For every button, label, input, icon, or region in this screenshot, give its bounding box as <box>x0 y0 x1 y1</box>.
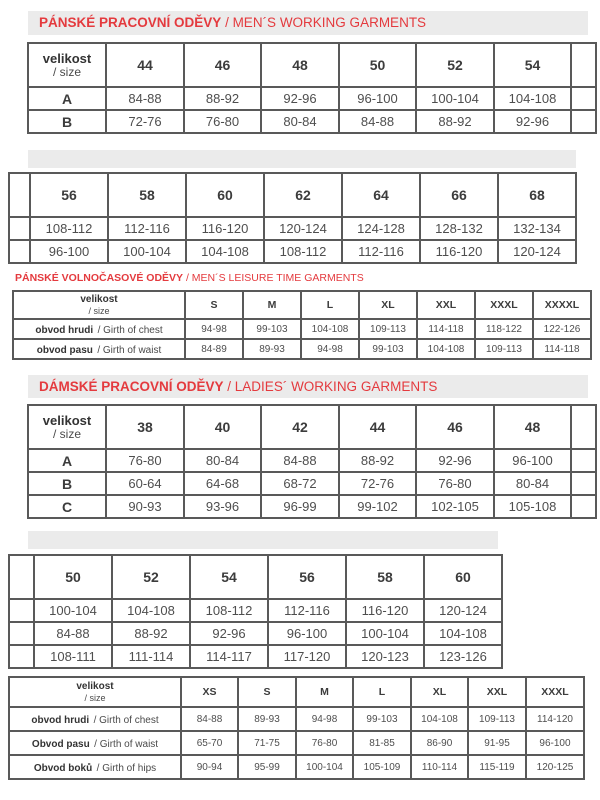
table-row <box>28 472 596 495</box>
table-cell: M <box>296 677 353 707</box>
table-header-row <box>28 43 596 87</box>
table-cell: 65-70 <box>181 731 238 755</box>
row-label <box>9 707 181 731</box>
table-cell: XXL <box>417 291 475 319</box>
size-header-label-en: / size <box>84 693 106 703</box>
table-cell: 109-113 <box>359 319 417 339</box>
table-cell: 104-108 <box>494 87 571 110</box>
size-header-label-cs: velikost <box>42 51 92 66</box>
cropped-column-cell <box>9 240 30 263</box>
size-header-label-en: / size <box>52 65 81 79</box>
table-cell: 76-80 <box>184 110 261 133</box>
table-cell: 86-90 <box>411 731 468 755</box>
table-cell: 44 <box>106 43 184 87</box>
table-cell: XXXXL <box>533 291 591 319</box>
table-cell: 50 <box>34 555 112 599</box>
table-cell: 54 <box>494 43 571 87</box>
table-header-row <box>9 173 576 217</box>
ladies-measurements-table <box>8 676 585 780</box>
cropped-column-cell <box>571 87 596 110</box>
table-cell: 117-120 <box>268 645 346 668</box>
table-cell: 46 <box>416 405 494 449</box>
table-cell: 114-118 <box>533 339 591 359</box>
table-cell: 68-72 <box>261 472 339 495</box>
table-header-row <box>28 405 596 449</box>
table-cell: 100-104 <box>416 87 494 110</box>
table-cell: 72-76 <box>339 472 416 495</box>
row-label-cs: obvod pasu <box>36 345 93 356</box>
table-cell: 76-80 <box>416 472 494 495</box>
row-label: C <box>28 495 106 518</box>
table-cell: 94-98 <box>301 339 359 359</box>
table-cell: 54 <box>190 555 268 599</box>
table-cell: 120-123 <box>346 645 424 668</box>
row-label-cs: Obvod boků <box>33 763 93 774</box>
table-cell: 114-120 <box>526 707 584 731</box>
table-cell: 110-114 <box>411 755 468 779</box>
table-cell: 84-88 <box>181 707 238 731</box>
table-cell: 108-112 <box>264 240 342 263</box>
mens-working-table-sizes-44-54 <box>27 42 597 134</box>
table-cell: 89-93 <box>238 707 296 731</box>
table-cell: 100-104 <box>34 599 112 622</box>
table-cell: 118-122 <box>475 319 533 339</box>
table-row <box>9 599 502 622</box>
table-row <box>28 495 596 518</box>
table-cell: 112-116 <box>268 599 346 622</box>
table-cell: 58 <box>108 173 186 217</box>
table-row <box>28 449 596 472</box>
table-cell: 122-126 <box>533 319 591 339</box>
table-header-row <box>13 291 591 319</box>
table-cell: 128-132 <box>420 217 498 240</box>
table-cell: 105-108 <box>494 495 571 518</box>
table-cell: 96-100 <box>268 622 346 645</box>
table-cell: 124-128 <box>342 217 420 240</box>
table-cell: 109-113 <box>475 339 533 359</box>
table-row <box>28 110 596 133</box>
row-label-cs: Obvod pasu <box>31 739 90 750</box>
cropped-column-cell <box>9 622 34 645</box>
cropped-column-cell <box>9 173 30 217</box>
table-cell: 84-88 <box>34 622 112 645</box>
table-cell: 71-75 <box>238 731 296 755</box>
table-cell: 93-96 <box>184 495 261 518</box>
mens-leisure-table <box>12 290 592 360</box>
table-cell: 80-84 <box>494 472 571 495</box>
table-cell: 72-76 <box>106 110 184 133</box>
table-cell: 80-84 <box>184 449 261 472</box>
table-cell: 88-92 <box>416 110 494 133</box>
mens-working-table-sizes-56-68 <box>8 172 577 264</box>
table-cell: 68 <box>498 173 576 217</box>
table-cell: 48 <box>261 43 339 87</box>
table-cell: 111-114 <box>112 645 190 668</box>
table-cell: 52 <box>112 555 190 599</box>
table-cell: 42 <box>261 405 339 449</box>
table-row <box>13 319 591 339</box>
table-cell: 88-92 <box>184 87 261 110</box>
table-cell: 92-96 <box>494 110 571 133</box>
table-cell: 56 <box>30 173 108 217</box>
table-row <box>9 217 576 240</box>
table-cell: 120-124 <box>264 217 342 240</box>
mens-leisure-title-cs: PÁNSKÉ VOLNOČASOVÉ ODĚVY <box>15 272 184 284</box>
ladies-working-title-en: / LADIES´ WORKING GARMENTS <box>227 379 438 394</box>
table-cell: L <box>301 291 359 319</box>
table-cell: 112-116 <box>342 240 420 263</box>
table-cell: 100-104 <box>108 240 186 263</box>
cropped-column-cell <box>571 449 596 472</box>
mens-working-title-band <box>28 11 588 35</box>
table-cell: 96-99 <box>261 495 339 518</box>
table-cell: XXL <box>468 677 526 707</box>
table-cell: 90-94 <box>181 755 238 779</box>
table-cell: 104-108 <box>424 622 502 645</box>
cropped-column-cell <box>571 405 596 449</box>
divider-band-1 <box>28 150 576 168</box>
table-cell: 105-109 <box>353 755 411 779</box>
table-cell: 56 <box>268 555 346 599</box>
cropped-column-cell <box>571 110 596 133</box>
table-header-row <box>9 677 584 707</box>
table-cell: 92-96 <box>190 622 268 645</box>
table-cell: 114-118 <box>417 319 475 339</box>
table-cell: 46 <box>184 43 261 87</box>
table-row <box>9 645 502 668</box>
row-label-en: / Girth of chest <box>97 325 163 336</box>
table-cell: 40 <box>184 405 261 449</box>
table-cell: S <box>238 677 296 707</box>
mens-working-title-en: / MEN´S WORKING GARMENTS <box>225 15 427 30</box>
table-cell: 108-112 <box>30 217 108 240</box>
table-cell: 88-92 <box>339 449 416 472</box>
table-cell: 91-95 <box>468 731 526 755</box>
cropped-column-cell <box>9 645 34 668</box>
table-cell: 94-98 <box>296 707 353 731</box>
table-cell: 99-103 <box>243 319 301 339</box>
table-cell: 100-104 <box>296 755 353 779</box>
ladies-working-table-sizes-38-48 <box>27 404 597 519</box>
table-row <box>9 707 584 731</box>
table-cell: 96-100 <box>339 87 416 110</box>
row-label-cs: obvod hrudi <box>35 325 94 336</box>
table-cell: 89-93 <box>243 339 301 359</box>
table-cell: 58 <box>346 555 424 599</box>
table-header-row <box>9 555 502 599</box>
table-cell: 66 <box>420 173 498 217</box>
table-row <box>28 87 596 110</box>
table-cell: 100-104 <box>346 622 424 645</box>
table-cell: 96-100 <box>494 449 571 472</box>
table-cell: 84-88 <box>339 110 416 133</box>
mens-working-title-cs: PÁNSKÉ PRACOVNÍ ODĚVY <box>39 15 222 30</box>
table-cell: S <box>185 291 243 319</box>
size-header-label <box>9 677 181 707</box>
ladies-working-title-cs: DÁMSKÉ PRACOVNÍ ODĚVY <box>39 379 224 394</box>
row-label-en: / Girth of waist <box>97 345 162 356</box>
table-cell: M <box>243 291 301 319</box>
row-label <box>9 755 181 779</box>
table-cell: 76-80 <box>106 449 184 472</box>
table-row <box>9 731 584 755</box>
row-label-en: / Girth of hips <box>96 763 157 774</box>
table-cell: 116-120 <box>186 217 264 240</box>
size-header-label <box>13 291 185 319</box>
table-cell: XS <box>181 677 238 707</box>
size-header-label-en: / size <box>88 306 110 316</box>
cropped-column-cell <box>571 472 596 495</box>
table-cell: 104-108 <box>411 707 468 731</box>
table-cell: 80-84 <box>261 110 339 133</box>
table-row <box>9 755 584 779</box>
size-header-label <box>28 43 106 87</box>
row-label <box>13 339 185 359</box>
divider-band-2 <box>28 531 498 549</box>
table-cell: 99-103 <box>359 339 417 359</box>
table-row <box>9 240 576 263</box>
cropped-column-cell <box>571 43 596 87</box>
table-row <box>13 339 591 359</box>
size-header-label-cs: velikost <box>42 413 92 428</box>
size-header-label-en: / size <box>52 427 81 441</box>
table-cell: 99-103 <box>353 707 411 731</box>
table-cell: 99-102 <box>339 495 416 518</box>
table-cell: 50 <box>339 43 416 87</box>
row-label: A <box>28 449 106 472</box>
ladies-working-title-band <box>28 375 588 398</box>
table-cell: 123-126 <box>424 645 502 668</box>
table-cell: XL <box>359 291 417 319</box>
cropped-column-cell <box>571 495 596 518</box>
cropped-column-cell <box>9 555 34 599</box>
table-cell: 104-108 <box>417 339 475 359</box>
table-cell: 120-124 <box>498 240 576 263</box>
table-cell: 84-89 <box>185 339 243 359</box>
table-cell: 120-124 <box>424 599 502 622</box>
table-cell: 88-92 <box>112 622 190 645</box>
table-cell: 64-68 <box>184 472 261 495</box>
table-cell: 60-64 <box>106 472 184 495</box>
size-header-label <box>28 405 106 449</box>
table-cell: 116-120 <box>346 599 424 622</box>
table-cell: 92-96 <box>416 449 494 472</box>
table-cell: 108-111 <box>34 645 112 668</box>
cropped-column-cell <box>9 599 34 622</box>
table-cell: 84-88 <box>106 87 184 110</box>
table-cell: 108-112 <box>190 599 268 622</box>
table-cell: 81-85 <box>353 731 411 755</box>
row-label-cs: obvod hrudi <box>31 715 90 726</box>
table-cell: 94-98 <box>185 319 243 339</box>
table-cell: 115-119 <box>468 755 526 779</box>
table-cell: 95-99 <box>238 755 296 779</box>
table-cell: 38 <box>106 405 184 449</box>
table-cell: XL <box>411 677 468 707</box>
table-cell: 96-100 <box>526 731 584 755</box>
row-label-en: / Girth of chest <box>93 715 159 726</box>
table-cell: 60 <box>186 173 264 217</box>
row-label: B <box>28 472 106 495</box>
row-label-en: / Girth of waist <box>94 739 159 750</box>
table-cell: 109-113 <box>468 707 526 731</box>
row-label: B <box>28 110 106 133</box>
table-cell: 112-116 <box>108 217 186 240</box>
table-row <box>9 622 502 645</box>
table-cell: 76-80 <box>296 731 353 755</box>
table-cell: XXXL <box>475 291 533 319</box>
table-cell: 102-105 <box>416 495 494 518</box>
table-cell: XXXL <box>526 677 584 707</box>
table-cell: 132-134 <box>498 217 576 240</box>
row-label: A <box>28 87 106 110</box>
size-header-label-cs: velikost <box>80 294 118 305</box>
table-cell: 104-108 <box>301 319 359 339</box>
row-label <box>9 731 181 755</box>
table-cell: 62 <box>264 173 342 217</box>
table-cell: 116-120 <box>420 240 498 263</box>
mens-leisure-title <box>15 272 364 284</box>
cropped-column-cell <box>9 217 30 240</box>
size-header-label-cs: velikost <box>76 681 114 692</box>
table-cell: 120-125 <box>526 755 584 779</box>
table-cell: 96-100 <box>30 240 108 263</box>
row-label <box>13 319 185 339</box>
table-cell: 44 <box>339 405 416 449</box>
table-cell: 104-108 <box>186 240 264 263</box>
table-cell: 52 <box>416 43 494 87</box>
table-cell: L <box>353 677 411 707</box>
table-cell: 104-108 <box>112 599 190 622</box>
ladies-working-table-sizes-50-60 <box>8 554 503 669</box>
table-cell: 90-93 <box>106 495 184 518</box>
table-cell: 92-96 <box>261 87 339 110</box>
table-cell: 84-88 <box>261 449 339 472</box>
mens-leisure-title-en: / MEN´S LEISURE TIME GARMENTS <box>185 272 364 284</box>
table-cell: 114-117 <box>190 645 268 668</box>
table-cell: 60 <box>424 555 502 599</box>
table-cell: 48 <box>494 405 571 449</box>
table-cell: 64 <box>342 173 420 217</box>
